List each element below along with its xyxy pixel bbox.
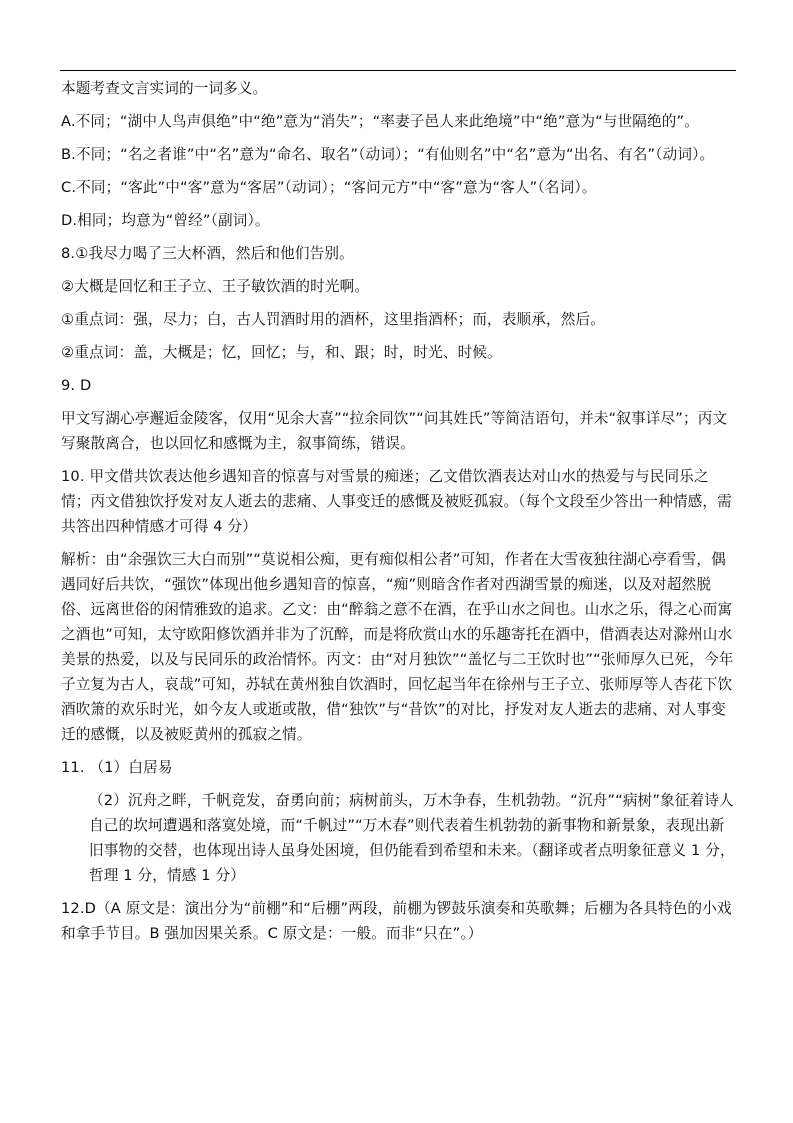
answer-11-part-2: （2）沉舟之畔，千帆竞发，奋勇向前；病树前头，万木争春，生机勃勃。“沉舟”“病树”象征着诗人自己的坎坷遭遇和落寞处境，而“千帆过”“万木春”则代表着生机勃勃的新事物和新景象，表现出新旧事物的交替，也体现出诗人虽身处困境，但仍能看到希望和未来。（翻译或者点明象征意义 1 分，哲理 1 分，情感 1 分） (89, 792, 735, 884)
answer-8-key-words-1: ①重点词：强，尽力；白，古人罚酒时用的酒杯，这里指酒杯；而，表顺承，然后。 (61, 311, 606, 328)
answer-9-explanation: 甲文写湖心亭邂逅金陵客，仅用“见余大喜”“拉余同饮”“问其姓氏”等简洁语句，并未“叙事详尽”；丙文写聚散离合，也以回忆和感慨为主，叙事简练，错误。 (61, 410, 728, 452)
option-b: B.不同；“名之者谁”中“名”意为“命名、取名”（动词）；“有仙则名”中“名”意为“出名、有名”（动词）。 (61, 146, 715, 163)
intro-line: 本题考查文言实词的一词多义。 (61, 80, 268, 97)
option-a: A.不同；“湖中人鸟声俱绝”中“绝”意为“消失”；“率妻子邑人来此绝境”中“绝”意为“与世隔绝的”。 (61, 113, 699, 130)
header-rule (60, 70, 736, 71)
answer-10-analysis: 解析：由“余强饮三大白而别”“莫说相公痴，更有痴似相公者”可知，作者在大雪夜独往湖心亭看雪，偶遇同好后共饮，“强饮”体现出他乡遇知音的惊喜，“痴”则暗含作者对西湖雪景的痴迷，以及对超然脱俗、远离世俗的闲情雅致的追求。乙文：由“醉翁之意不在酒，在乎山水之间也。山水之乐，得之心而寓之酒也”可知，太守欧阳修饮酒并非为了沉醉，而是将欣赏山水的乐趣寄托在酒中，借酒表达对滁州山水美景的热爱，以及与民同乐的政治情怀。丙文：由“对月独饮”“盖忆与二王饮时也”“张师厚久已死，今年子立复为古人，哀哉”可知，苏轼在黄州独自饮酒时，回忆起当年在徐州与王子立、张师厚等人杏花下饮酒吹箫的欢乐时光，如今友人或逝或散，借“独饮”与“昔饮”的对比，抒发对友人逝去的悲痛、对人事变迁的感慨，以及被贬黄州的孤寂之情。 (61, 551, 734, 743)
answer-8-part-2: ②大概是回忆和王子立、王子敏饮酒的时光啊。 (61, 278, 370, 295)
option-c: C.不同；“客此”中“客”意为“客居”（动词）；“客问元方”中“客”意为“客人”（名词）。 (61, 179, 597, 196)
answer-8-key-words-2: ②重点词：盖，大概是；忆，回忆；与，和、跟；时，时光、时候。 (61, 344, 502, 361)
answer-10: 10. 甲文借共饮表达他乡遇知音的惊喜与对雪景的痴迷；乙文借饮酒表达对山水的热爱与与民同乐之情；丙文借独饮抒发对友人逝去的悲痛、人事变迁的感慨及被贬孤寂。（每个文段至少答出一种情感，需共答出四种情感才可得 4 分） (61, 468, 732, 535)
answer-11-part-1: 11. （1）白居易 (61, 759, 173, 776)
option-d: D.相同；均意为“曾经”（副词）。 (61, 212, 270, 229)
answer-document (61, 76, 735, 954)
answer-12: 12.D（A 原文是：演出分为“前棚”和“后棚”两段，前棚为锣鼓乐演奏和英歌舞；后棚为各具特色的小戏和拿手节目。B 强加因果关系。C 原文是：一般。而非“只在”。） (61, 900, 732, 942)
answer-8-part-1: 8.①我尽力喝了三大杯酒，然后和他们告别。 (61, 245, 354, 262)
answer-9: 9. D (61, 377, 92, 394)
